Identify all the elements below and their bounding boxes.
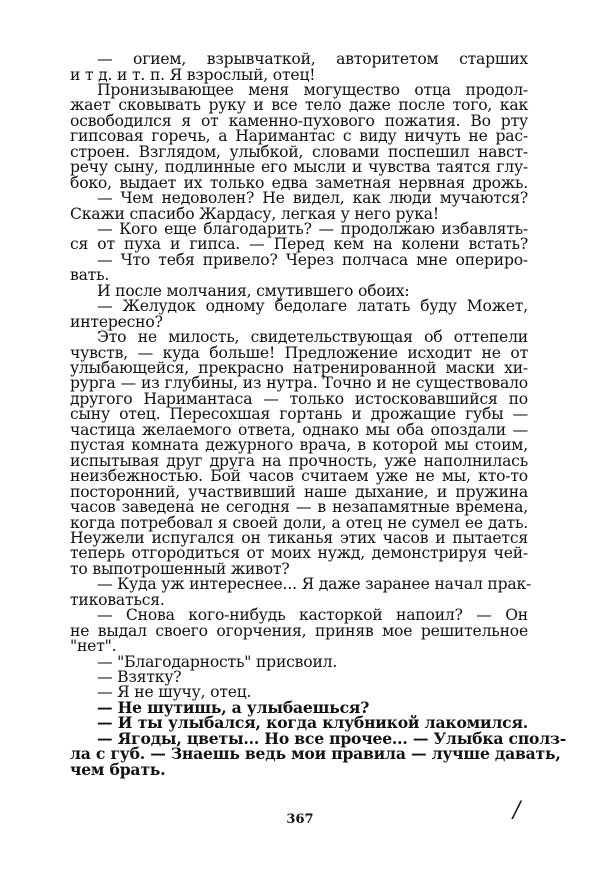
text-line: — Ягоды, цветы... Но все прочее... — Улыбка сполз- [97,728,567,748]
text-line: речу сыну, подлинные его мысли и чувства таятся глу- [70,158,528,177]
text-line: гипсовая горечь, а Наримантас с виду ничуть не рас- [70,127,528,146]
text-line: — Я не шучу, отец. [97,683,252,702]
text-line: боко, выдает их только едва заметная нервная дрожь. [70,173,528,192]
text-line: жает сковывать руку и все тело даже после того, как [70,96,528,115]
text-line: чем брать. [70,759,166,779]
text-line: — Кого еще благодарить? — продолжаю избавлять- [97,219,528,238]
text-line: — Желудок одному бедолаге латать буду Может, [97,297,528,316]
text-line: Пронизывающее меня могущество отца продол- [97,80,528,99]
text-line: ла с губ. — Знаешь ведь мои правила — лучше давать, [70,744,561,764]
text-line: когда потребовал я своей доли, а отец не сумел ее дать. [70,513,528,532]
text-line: сыну отец. Пересохшая гортань и дрожащие губы — [70,405,528,424]
text-line: — Куда уж интереснее... Я даже заранее начал прак- [97,575,532,594]
text-line: — Чем недоволен? Не видел, как люди мучаются? [97,189,528,207]
text-line: — Снова кого-нибудь касторкой напоил? — Он [97,606,528,625]
text-line: рурга — из глубины, из нутра. Точно и не существовало [70,374,528,393]
text-line: неизбежностью. Бой часов считаем уже не мы, кто-то [70,467,528,486]
text-line: не выдал своего огорчения, приняв мое решительное [70,621,528,640]
text-line: — Что тебя привело? Через полчаса мне опериро- [97,250,528,269]
text-line: — Взятку? [97,668,182,686]
text-line: ся от пуха и гипса. — Перед кем на колени встать? [70,235,528,254]
page-number: 367 [286,812,314,827]
margin-mark: / [513,798,521,823]
text-line: Скажи спасибо Жардасу, легкая у него рука! [70,204,439,223]
text-line: другого Наримантаса — только истосковавшийся по [70,389,528,408]
text-line: часов заведена не сегодня — в незапамятные времена, [70,498,528,516]
text-line: вать. [70,266,110,285]
text-line: "нет". [70,637,117,656]
text-line: освободился я от каменно-пухового пожатия. Во рту [70,111,528,130]
text-line: Неужели испугался он тиканья этих часов и пытается [70,529,528,547]
text-line: испытывая друг друга на прочность, уже наполнилась [70,451,528,470]
text-line: чувств, — куда больше! Предложение исходит не от [70,343,528,362]
text-line: теперь отгородиться от моих нужд, демонстрируя чей- [70,544,528,563]
text-line: — "Благодарность" присвоил. [97,652,338,671]
text-line: посторонний, участвивший наше дыхание, и пружина [70,482,528,501]
text-line: — огием, взрывчаткой, авторитетом старших [97,50,528,68]
text-line: — Не шутишь, а улыбаешься? [97,697,370,717]
text-line: и т д. и т. п. Я взрослый, отец! [70,65,316,84]
text-line: улыбающейся, прекрасно натренированной маски хи- [70,359,528,377]
text-line: пустая комната дежурного врача, в которой мы стоим, [70,436,528,455]
text-line: интересно? [70,312,163,331]
text-line: — И ты улыбался, когда клубникой лакомился. [97,713,528,733]
text-line: частица желаемого ответа, однако мы оба опоздали — [70,420,528,439]
text-line: тиковаться. [70,590,165,609]
text-line: строен. Взглядом, улыбкой, словами поспешил навст- [70,142,528,161]
text-line: И после молчания, смутившего обоих: [97,281,410,300]
text-line: Это не милость, свидетельствующая об оттепели [97,328,528,347]
text-line: то выпотрошенный живот? [70,559,290,578]
